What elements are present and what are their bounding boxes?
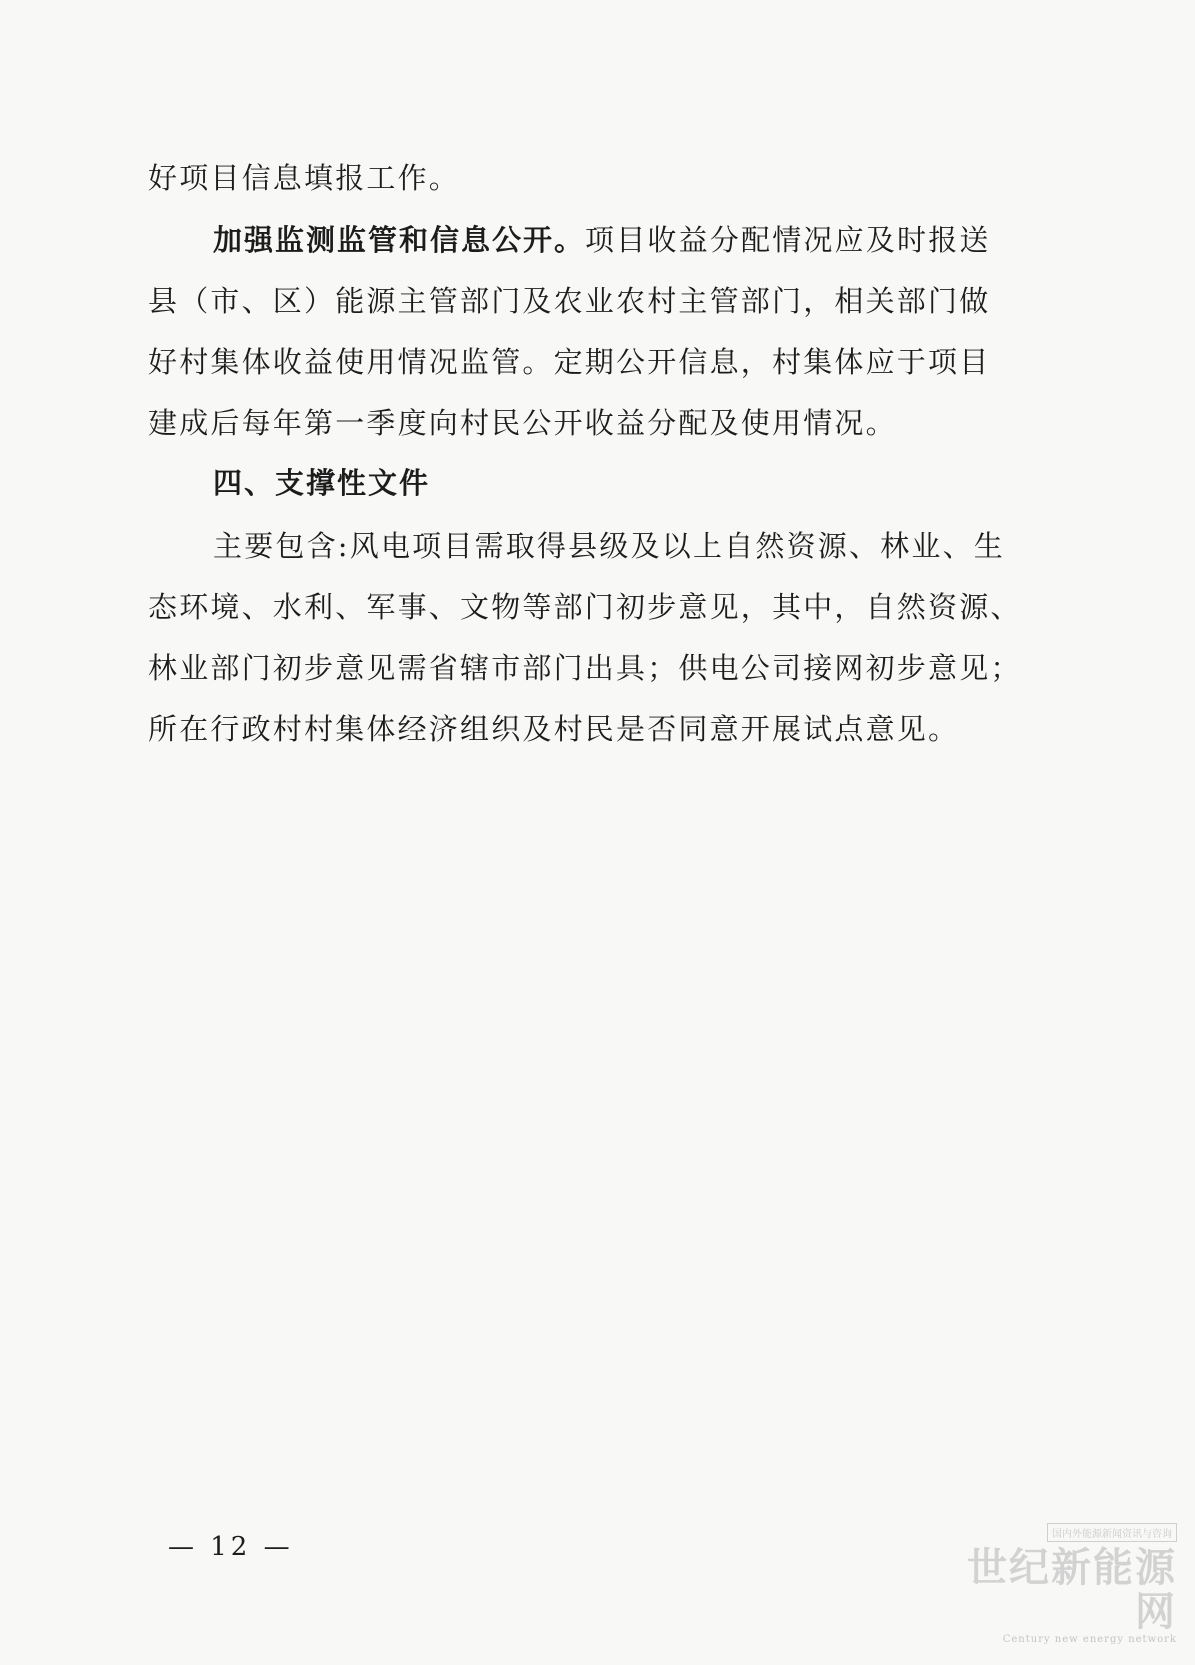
watermark-tagline: 国内外能源新闻资讯与咨询 <box>1047 1523 1177 1542</box>
paragraph-line: 好项目信息填报工作。 <box>148 161 461 195</box>
paragraph-line: 主要包含:风电项目需取得县级及以上自然资源、林业、生 <box>213 529 1005 563</box>
paragraph-line: 好村集体收益使用情况监管。定期公开信息，村集体应于项目 <box>148 345 991 379</box>
paragraph-line: 所在行政村村集体经济组织及村民是否同意开展试点意见。 <box>148 712 960 746</box>
section-heading: 四、支撑性文件 <box>213 466 431 500</box>
paragraph-line <box>213 220 1058 260</box>
paragraph-line: 建成后每年第一季度向村民公开收益分配及使用情况。 <box>148 406 897 440</box>
site-watermark <box>947 1522 1177 1645</box>
watermark-name: 世纪新能源网 <box>967 1545 1177 1635</box>
watermark-english: Century new energy network <box>1002 1634 1177 1645</box>
paragraph-line: 林业部门初步意见需省辖市部门出具；供电公司接网初步意见； <box>148 651 1022 685</box>
paragraph-text: 项目收益分配情况应及时报送 <box>585 223 991 257</box>
paragraph-line: 态环境、水利、军事、文物等部门初步意见，其中，自然资源、 <box>148 590 1022 624</box>
paragraph-line: 县（市、区）能源主管部门及农业农村主管部门，相关部门做 <box>148 284 991 318</box>
bold-lead-heading: 加强监测监管和信息公开。 <box>213 223 586 257</box>
page-number: — 12 — <box>168 1532 294 1562</box>
